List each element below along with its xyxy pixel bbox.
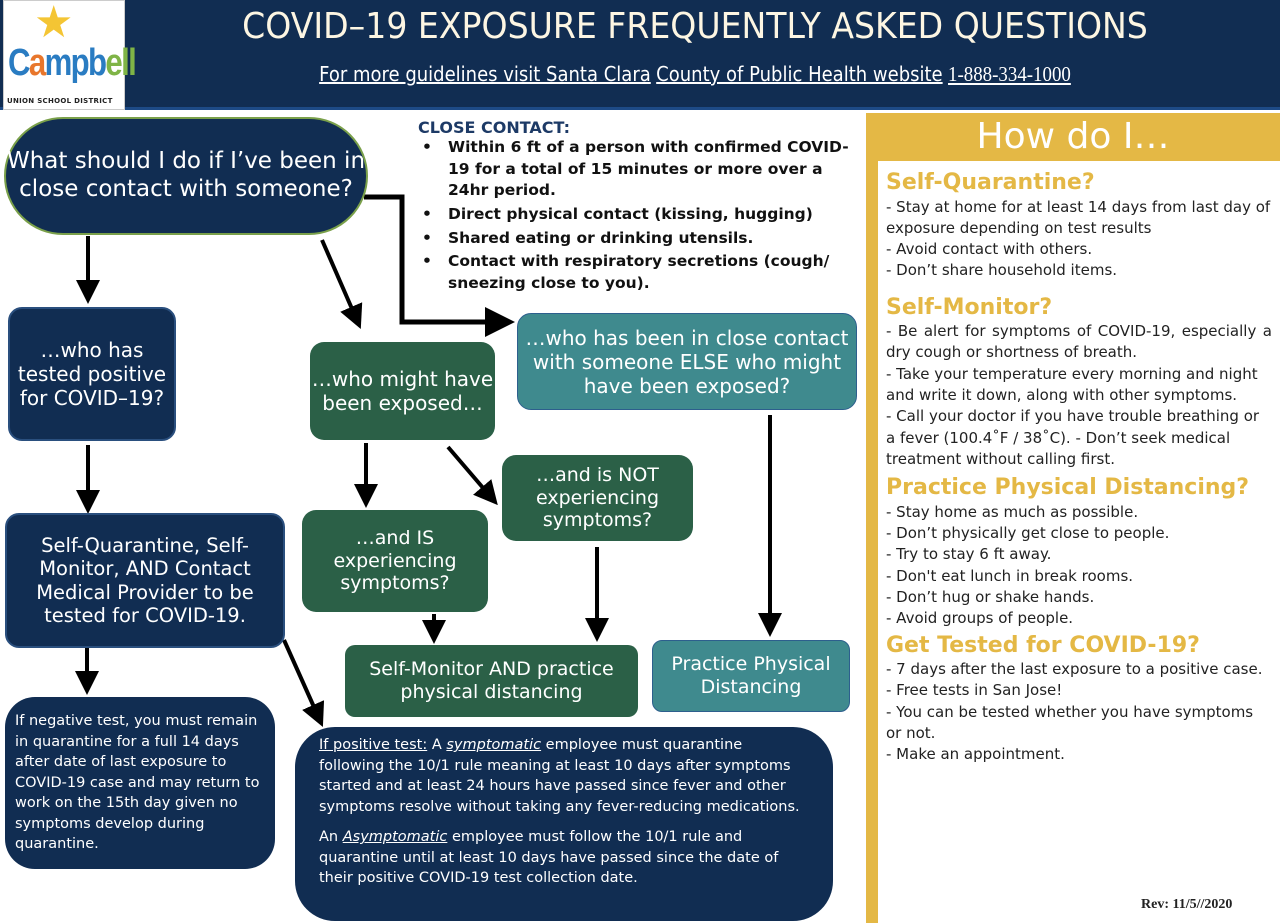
section-get-tested: Get Tested for COVID-19? - 7 days after the last exposure to a positive case. - Free tests in San Jose! - You can be tested whether you have symptoms or not. - Make an appointment. [886,632,1272,766]
main-question-node: What should I do if I’ve been in close contact with someone? [4,117,368,235]
self-monitor-action-node: Self-Monitor AND practice physical distancing [345,645,638,717]
is-experiencing-symptoms-node: …and IS experiencing symptoms? [302,510,488,612]
tested-positive-node: …who has tested positive for COVID–19? [8,307,176,441]
bullet-icon: • [422,138,432,156]
asymptomatic-paragraph: An Asymptomatic employee must follow the 10/1 rule and quarantine until at least 10 days have passed since the date of their positive COVID-19 test collection date. [319,829,779,887]
section-title: Self-Monitor? [886,294,1053,320]
header-banner [0,0,1280,110]
section-self-monitor: Self-Monitor? - Be alert for symptoms of COVID-19, especially a dry cough or shortness of breath. - Take your temperature every morning and night and write it down, along with other symptoms. - Call your doctor if you have trouble breathing or a fever (100.4˚F / 38˚C). - Don’t seek medical treatment without calling first. [886,294,1272,468]
contact-someone-else-node: …who has been in close contact with someone ELSE who might have been exposed? [517,313,857,410]
positive-test-node [295,727,833,921]
negative-test-node: If negative test, you must remain in quarantine for a full 14 days after date of last exposure to COVID-19 case and may return to work on the 15th day given no symptoms develop during quarantine. [5,697,275,869]
public-health-link[interactable]: County of Public Health website [656,62,943,86]
bullet-icon: • [422,205,432,224]
not-experiencing-symptoms-node: …and is NOT experiencing symptoms? [502,455,693,541]
quarantine-action-node: Self-Quarantine, Self-Monitor, AND Contact Medical Provider to be tested for COVID-19. [5,513,285,648]
list-item: • Direct physical contact (kissing, hugging) [418,204,858,226]
bullet-icon: • [422,252,432,271]
section-self-quarantine: Self-Quarantine? - Stay at home for at least 14 days from last day of exposure depending on test results - Avoid contact with others. - Don’t share household items. [886,170,1271,280]
logo-subtitle: UNION SCHOOL DISTRICT [7,97,113,105]
symptomatic-paragraph: If positive test: A symptomatic employee must quarantine following the 10/1 rule meaning at least 10 days after symptoms started and at least 24 hours have passed since fever and other symptoms resolve without taking any fever-reducing medications. [319,737,800,815]
bullet-icon: • [422,228,432,247]
list-item: • Contact with respiratory secretions (cough/ sneezing close to you). [422,252,830,293]
star-icon: ★ [34,0,74,48]
phone-link[interactable]: 1-888-334-1000 [948,62,1071,86]
arrow-quarantine-to-positive [284,640,318,716]
close-contact-definition [418,118,858,297]
how-do-i-sidebar [866,113,1280,923]
close-contact-title: CLOSE CONTACT: [418,118,570,137]
district-logo [3,0,136,110]
list-item: • Within 6 ft of a person with confirmed COVID-19 for a total of 15 minutes or more over a 24hr period. [422,138,849,200]
section-title: Practice Physical Distancing? [886,475,1250,501]
revision-date: Rev: 11/5//2020 [1141,897,1233,912]
sidebar-heading: How do I… [976,116,1170,157]
guidelines-links [187,62,1204,87]
section-title: Self-Quarantine? [886,170,1095,195]
logo-wordmark: Campbell [8,42,136,84]
close-contact-list [418,137,858,295]
physical-distancing-action-node: Practice Physical Distancing [652,640,850,712]
sidebar-body [878,161,1280,923]
page-title: COVID–19 EXPOSURE FREQUENTLY ASKED QUESTIONS [242,6,1148,47]
arrow-main-to-exposed [322,240,356,318]
might-be-exposed-node: …who might have been exposed… [310,342,495,440]
section-physical-distancing: Practice Physical Distancing? - Stay home as much as possible. - Don’t physically get close to people. - Try to stay 6 ft away. - Don't eat lunch in break rooms. - Don’t hug or shake hands. - Avoid groups of people. [886,474,1272,629]
section-title: Get Tested for COVID-19? [886,632,1200,658]
list-item: • Shared eating or drinking utensils. [418,228,858,250]
arrow-exposed-to-not [448,447,490,496]
guidelines-link[interactable]: For more guidelines visit Santa Clara [319,62,651,86]
